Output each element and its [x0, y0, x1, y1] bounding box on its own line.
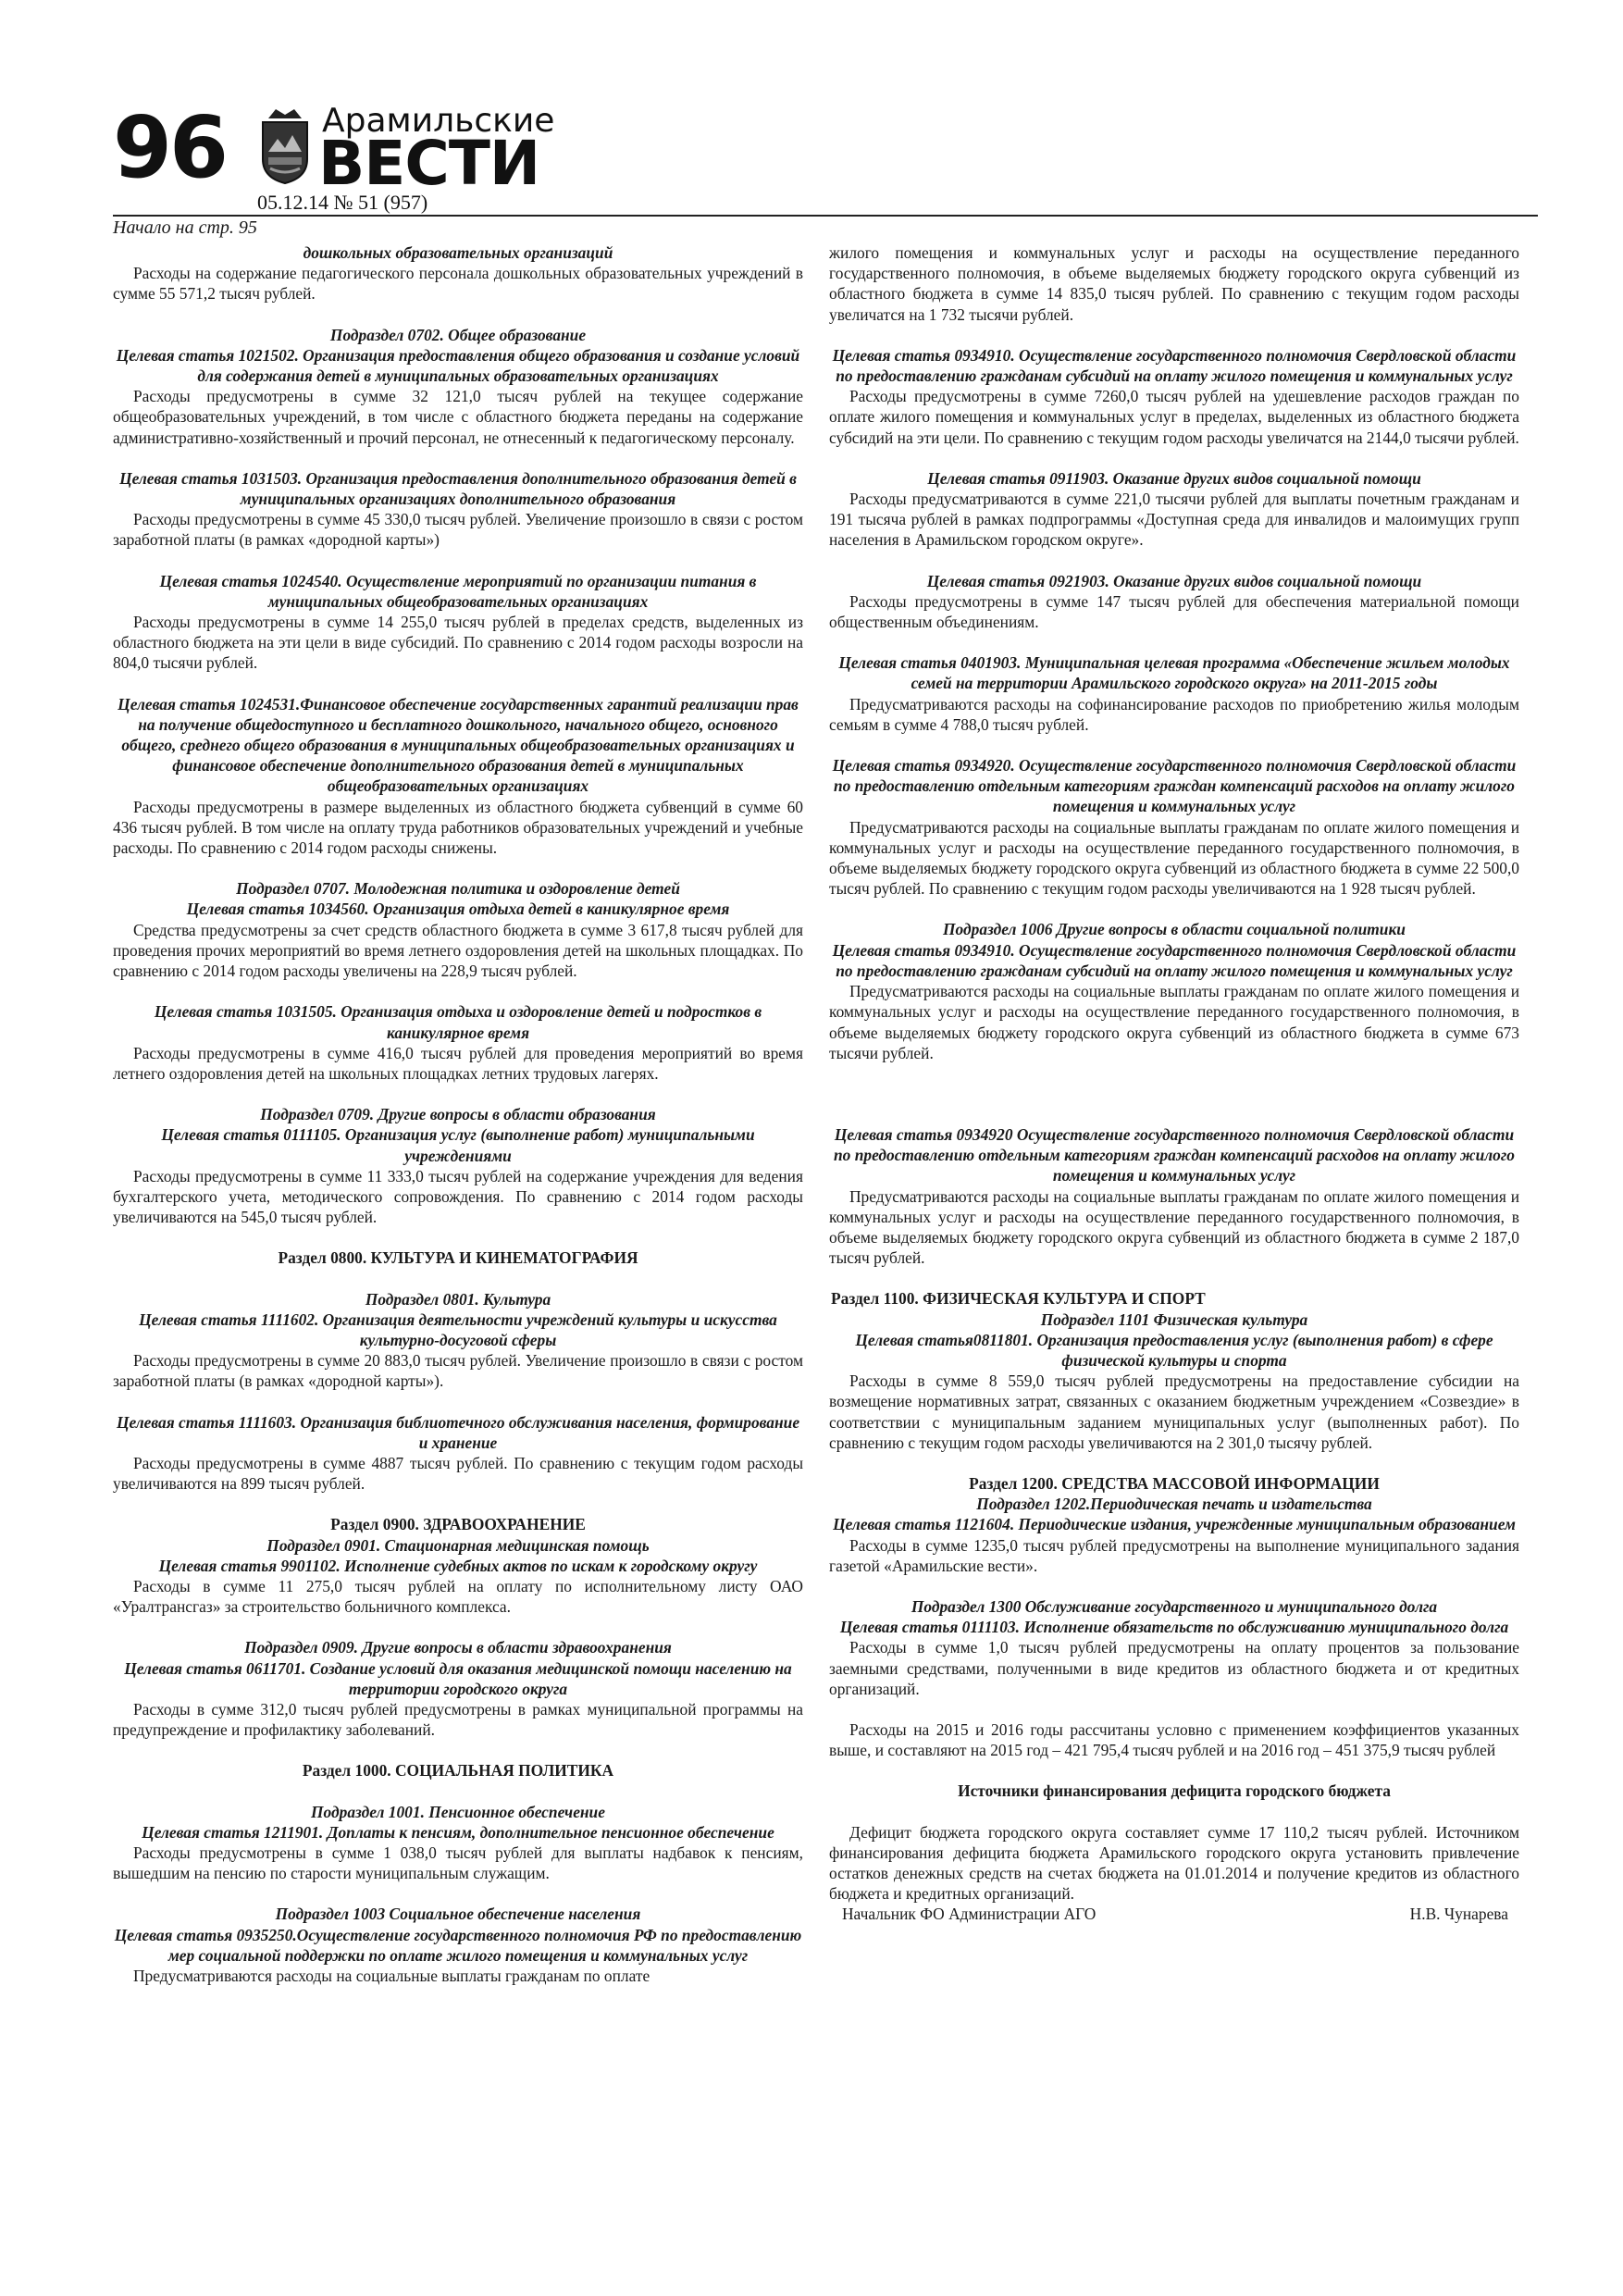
right-paragraph: Предусматриваются расходы на социальные выплаты гражданам по оплате жилого помещения и коммунальных услуг и расходы на осуществление переданного государственного полномочия, в объеме выделяемых бюджету городского округа субвенций из областного бюджета в сумме 2 187,0 тысяч рублей.: [829, 1186, 1519, 1268]
left-heading: Целевая статья 1034560. Организация отдыха детей в каникулярное время: [186, 900, 730, 919]
continued-from-note: Начало на стр. 95: [113, 217, 257, 238]
left-paragraph: Расходы предусмотрены в сумме 416,0 тысяч рублей для проведения мероприятий во время летнего оздоровления детей на школьных площадках летних трудовых лагерях.: [113, 1043, 803, 1083]
right-heading: Источники финансирования дефицита городского бюджета: [958, 1781, 1391, 1801]
right-paragraph: Предусматриваются расходы на социальные выплаты гражданам по оплате жилого помещения и коммунальных услуг и расходы на осуществление переданного государственного полномочия, в объеме выделяемых бюджету городского округа субвенций из областного бюджета в сумме 22 500,0 тысяч рублей. По сравнению с текущим годом расходы увеличиваются на 1 928 тысяч рублей.: [829, 817, 1519, 899]
right-heading: Раздел 1200. СРЕДСТВА МАССОВОЙ ИНФОРМАЦИИ: [969, 1473, 1380, 1493]
left-paragraph: Расходы предусмотрены в сумме 32 121,0 тысяч рублей на текущее содержание общеобразовательных учреждений, в том числе с областного бюджета переданы на содержание административно-хозяйственный и прочий персонал, не отнесенный к педагогическому персоналу.: [113, 387, 803, 447]
right-heading: Целевая статья 0921903. Оказание других видов социальной помощи: [926, 571, 1422, 590]
left-heading: Подраздел 0909. Другие вопросы в области здравоохранения: [244, 1638, 672, 1657]
left-heading: Целевая статья 1024531.Финансовое обеспечение государственных гарантий реализации прав на получение общедоступного и бесплатного дошкольного, начального общего, основного общего, среднего общего образования в муниципальных общеобразовательных организациях и финансовое обеспечение дополнительного образования детей в муниципальных общеобразовательных организациях: [118, 694, 799, 796]
right-heading: Целевая статья 0111103. Исполнение обязательств по обслуживанию муниципального долга: [839, 1618, 1509, 1637]
right-heading: Целевая статья0811801. Организация предоставления услуг (выполнения работ) в сфере физической культуры и спорта: [855, 1330, 1493, 1370]
left-heading: Подраздел 0707. Молодежная политика и оздоровление детей: [236, 879, 680, 899]
left-heading: Целевая статья 1111602. Организация деятельности учреждений культуры и искусства культурно-досуговой сферы: [139, 1309, 777, 1349]
left-paragraph: Расходы предусмотрены в размере выделенных из областного бюджета субвенций в сумме 60 436 тысяч рублей. В том числе на оплату труда работников образовательных учреждений и учебные расходы. По сравнению с 2014 годом расходы снижены.: [113, 797, 803, 858]
left-paragraph: Расходы предусмотрены в сумме 14 255,0 тысяч рублей в пределах средств, выделенных из областного бюджета на эти цели в виде субсидий. По сравнению с 2014 годом расходы возросли на 804,0 тысячи рублей.: [113, 613, 803, 673]
left-heading: Подраздел 0901. Стационарная медицинская помощь: [266, 1535, 650, 1555]
left-paragraph: Средства предусмотрены за счет средств областного бюджета в сумме 3 617,8 тысяч рублей для проведения прочих мероприятий во время летнего оздоровления детей на школьных площадках. По сравнению с 2014 годом расходы увеличены на 228,9 тысяч рублей.: [113, 920, 803, 981]
signature-position: Начальник ФО Администрации АГО: [842, 1905, 1096, 1924]
right-heading: Целевая статья 0934910. Осуществление государственного полномочия Свердловской области по предоставлению гражданам субсидий на оплату жилого помещения и коммунальных услуг: [832, 345, 1517, 386]
left-paragraph: Расходы предусмотрены в сумме 4887 тысяч рублей. По сравнению с текущим годом расходы увеличиваются на 899 тысяч рублей.: [113, 1453, 803, 1494]
signature-block: [829, 1904, 1519, 1924]
right-heading: Подраздел 1300 Обслуживание государственного и муниципального долга: [911, 1596, 1438, 1616]
right-paragraph: Расходы предусмотрены в сумме 7260,0 тысяч рублей на удешевление расходов граждан по оплате жилого помещения и коммунальных услуг в пределах, выделенных из областного бюджета субсидий на эти цели. По сравнению с текущим годом расходы увеличатся на 2144,0 тысячи рублей.: [829, 387, 1519, 447]
right-heading: Подраздел 1101 Физическая культура: [1040, 1309, 1308, 1329]
right-heading: Раздел 1100. ФИЗИЧЕСКАЯ КУЛЬТУРА И СПОРТ: [831, 1289, 1206, 1309]
left-heading: Раздел 1000. СОЦИАЛЬНАЯ ПОЛИТИКА: [302, 1761, 614, 1781]
right-column-body: [829, 242, 1519, 1904]
right-heading: Целевая статья 1121604. Периодические издания, учрежденные муниципальным образованием: [833, 1515, 1516, 1534]
page-number: 96: [113, 98, 227, 197]
left-heading: Целевая статья 1031505. Организация отдыха и оздоровление детей и подростков в каникулярное время: [154, 1002, 762, 1042]
left-heading: дошкольных образовательных организаций: [303, 243, 613, 262]
right-heading: Подраздел 1202.Периодическая печать и издательства: [976, 1495, 1372, 1514]
right-heading: Подраздел 1006 Другие вопросы в области социальной политики: [943, 920, 1406, 939]
right-heading: Целевая статья 0934920. Осуществление государственного полномочия Свердловской области по предоставлению отдельным категориям граждан компенсаций расходов на оплату жилого помещения и коммунальных услуг: [832, 756, 1517, 816]
header-rule: [113, 215, 1538, 217]
left-heading: Целевая статья 0611701. Создание условий для оказания медицинской помощи населению на территории городского округа: [124, 1658, 792, 1698]
left-heading: Раздел 0900. ЗДРАВООХРАНЕНИЕ: [330, 1515, 586, 1534]
left-paragraph: Расходы предусмотрены в сумме 1 038,0 тысяч рублей для выплаты надбавок к пенсиям, вышедшим на пенсию по старости муниципальным служащим.: [113, 1843, 803, 1883]
right-paragraph: Предусматриваются расходы на софинансирование расходов по приобретению жилья молодым семьям в сумме 4 788,0 тысяч рублей.: [829, 694, 1519, 734]
right-paragraph: Дефицит бюджета городского округа составляет сумме 17 110,2 тысяч рублей. Источником финансирования дефицита бюджета Арамильского городского округа установить привлечение остатков денежных средств на счетах бюджета на 01.01.2014 и получение кредитов из областного бюджета и кредитных организаций.: [829, 1822, 1519, 1904]
right-heading: Целевая статья 0934910. Осуществление государственного полномочия Свердловской области по предоставлению гражданам субсидий на оплату жилого помещения и коммунальных услуг: [832, 940, 1517, 980]
right-paragraph: жилого помещения и коммунальных услуг и расходы на осуществление переданного государственного полномочия, в объеме выделяемых бюджету городского округа субвенций из областного бюджета в сумме 14 835,0 тысяч рублей. По сравнению с текущим годом расходы увеличатся на 1 732 тысячи рублей.: [829, 243, 1519, 324]
right-heading: Целевая статья 0911903. Оказание других видов социальной помощи: [927, 468, 1421, 488]
right-paragraph: Расходы в сумме 1,0 тысяч рублей предусмотрены на оплату процентов за пользование заемными средствами, полученными в виде кредитов из областного бюджета и от кредитных организаций.: [829, 1638, 1519, 1698]
left-heading: Подраздел 0702. Общее образование: [329, 325, 587, 344]
right-paragraph: Расходы предусмотрены в сумме 147 тысяч рублей для обеспечения материальной помощи общественным объединениям.: [829, 591, 1519, 632]
right-heading: Целевая статья 0934920 Осуществление государственного полномочия Свердловской области по предоставлению отдельным категориям граждан компенсаций расходов на оплату жилого помещения и коммунальных услуг: [834, 1124, 1515, 1185]
left-heading: Целевая статья 1021502. Организация предоставления общего образования и создание условий для содержания детей в муниципальных образовательных организациях: [116, 345, 800, 386]
masthead: [113, 96, 1538, 235]
left-paragraph: Расходы предусмотрены в сумме 11 333,0 тысяч рублей на содержание учреждения для ведения бухгалтерского учета, методического сопровождения. По сравнению с 2014 годом расходы увеличиваются на 545,0 тысяч рублей.: [113, 1166, 803, 1227]
left-heading: Целевая статья 1111603. Организация библиотечного обслуживания населения, формирование и хранение: [116, 1412, 800, 1452]
left-heading: Целевая статья 1024540. Осуществление мероприятий по организации питания в муниципальных общеобразовательных организациях: [159, 571, 757, 611]
left-paragraph: Расходы в сумме 11 275,0 тысяч рублей на оплату по исполнительному листу ОАО «Уралтрансгаз» за строительство больничного комплекса.: [113, 1576, 803, 1617]
right-paragraph: Расходы в сумме 1235,0 тысяч рублей предусмотрены на выполнение муниципального задания газетой «Арамильские вести».: [829, 1535, 1519, 1575]
left-heading: Целевая статья 1031503. Организация предоставления дополнительного образования детей в муниципальных организациях дополнительного образования: [119, 468, 797, 509]
left-heading: Целевая статья 0111105. Организация услуг (выполнение работ) муниципальными учреждениями: [161, 1125, 755, 1165]
right-heading: Целевая статья 0401903. Муниципальная целевая программа «Обеспечение жильем молодых семей на территории Арамильского городского округа» на 2011-2015 годы: [838, 653, 1510, 693]
left-heading: Целевая статья 9901102. Исполнение судебных актов по искам к городскому округу: [158, 1556, 758, 1575]
coat-of-arms-icon: [257, 105, 313, 185]
left-paragraph: Расходы предусмотрены в сумме 45 330,0 тысяч рублей. Увеличение произошло в связи с ростом заработной платы (в рамках «дородной карты»): [113, 510, 803, 550]
left-paragraph: Предусматриваются расходы на социальные выплаты гражданам по оплате: [133, 1967, 650, 1986]
left-heading: Целевая статья 1211901. Доплаты к пенсиям, дополнительное пенсионное обеспечение: [142, 1822, 774, 1842]
left-heading: Целевая статья 0935250.Осуществление государственного полномочия РФ по предоставлению мер социальной поддержки по оплате жилого помещения и коммунальных услуг: [114, 1925, 802, 1965]
left-heading: Раздел 0800. КУЛЬТУРА И КИНЕМАТОГРАФИЯ: [278, 1248, 638, 1268]
issue-date-number: 05.12.14 № 51 (957): [257, 191, 428, 214]
right-paragraph: Предусматриваются расходы на социальные выплаты гражданам по оплате жилого помещения и коммунальных услуг и расходы на осуществление переданного государственного полномочия, в объеме выделяемых бюджету городского округа субвенций из областного бюджета в сумме 673 тысячи рублей.: [829, 982, 1519, 1062]
right-paragraph: Расходы на 2015 и 2016 годы рассчитаны условно с применением коэффициентов указанных выше, и составляют на 2015 год – 421 795,4 тысяч рублей и на 2016 год – 451 375,9 тысяч рублей: [829, 1719, 1519, 1760]
left-column: [113, 242, 803, 1986]
signature-name: Н.В. Чунарева: [1409, 1905, 1508, 1924]
right-column: [829, 242, 1519, 1925]
left-paragraph: Расходы на содержание педагогического персонала дошкольных образовательных учреждений в сумме 55 571,2 тысяч рублей.: [113, 264, 803, 304]
right-paragraph: Расходы в сумме 8 559,0 тысяч рублей предусмотрены на предоставление субсидии на возмещение нормативных затрат, связанных с оказанием бюджетным учреждением «Созвездие» в соответствии с муниципальным заданием муниципальных услуг (выполненных работ). По сравнению с текущим годом расходы увеличиваются на 2 301,0 тысячу рублей.: [829, 1371, 1519, 1452]
left-heading: Подраздел 1003 Социальное обеспечение населения: [275, 1905, 641, 1924]
left-heading: Подраздел 0709. Другие вопросы в области образования: [260, 1105, 656, 1124]
brand-top-line: Арамильские: [322, 102, 555, 140]
left-paragraph: Расходы предусмотрены в сумме 20 883,0 тысяч рублей. Увеличение произошло в связи с ростом заработной платы (в рамках «дородной карты»).: [113, 1351, 803, 1391]
brand-title: ВЕСТИ: [318, 128, 540, 199]
right-paragraph: Расходы предусматриваются в сумме 221,0 тысячи рублей для выплаты почетным гражданам и 191 тысяча рублей в рамках подпрограммы «Доступная среда для инвалидов и малоимущих групп населения в Арамильском городском округе».: [829, 490, 1519, 550]
left-heading: Подраздел 0801. Культура: [365, 1289, 551, 1309]
left-paragraph: Расходы в сумме 312,0 тысяч рублей предусмотрены в рамках муниципальной программы на предупреждение и профилактику заболеваний.: [113, 1699, 803, 1740]
left-heading: Подраздел 1001. Пенсионное обеспечение: [311, 1802, 605, 1821]
